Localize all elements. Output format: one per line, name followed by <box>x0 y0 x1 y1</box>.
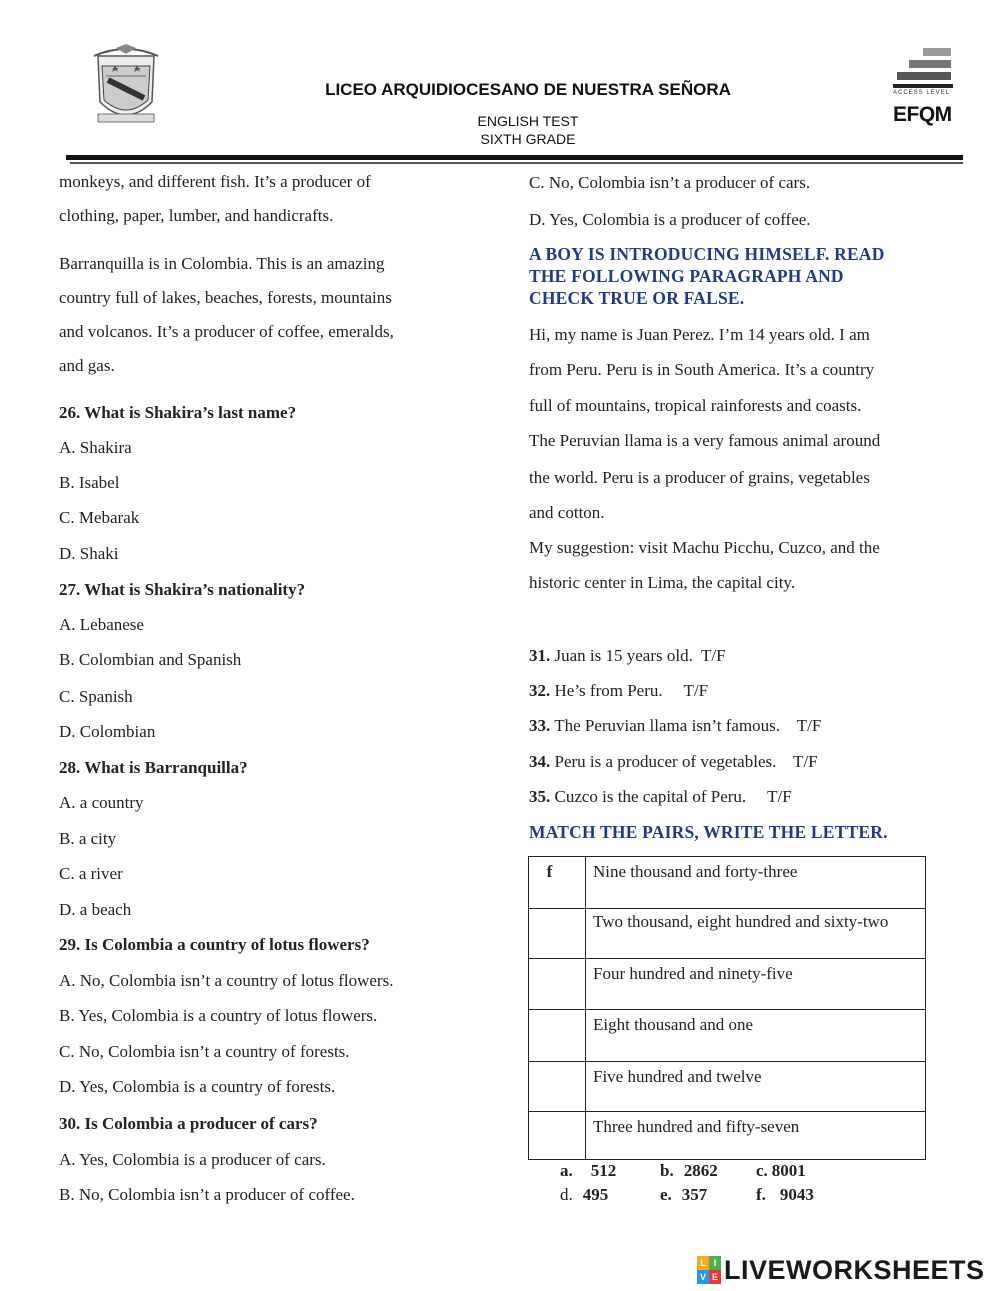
option-26-c[interactable]: C. Mebarak <box>59 508 140 527</box>
question-30: 30. Is Colombia a producer of cars? <box>59 1114 318 1133</box>
match-row <box>529 1112 926 1160</box>
liveworksheets-text: LIVEWORKSHEETS <box>724 1254 985 1285</box>
paragraph-line: and volcanos. It’s a producer of coffee, emeralds, <box>59 322 394 341</box>
answer-label: d. <box>560 1185 573 1204</box>
option-30-c[interactable]: C. No, Colombia isn’t a producer of cars. <box>529 173 811 192</box>
answer-value: 8001 <box>771 1161 806 1180</box>
answer-f <box>756 1185 814 1205</box>
question-26: 26. What is Shakira’s last name? <box>59 403 297 422</box>
logo-text: EFQM <box>893 103 952 126</box>
tf-item-33[interactable] <box>529 716 821 736</box>
answer-value: 357 <box>681 1185 708 1204</box>
section-title: CHECK TRUE OR FALSE. <box>529 288 745 308</box>
question-27: 27. What is Shakira’s nationality? <box>59 580 306 599</box>
tf-number: 31. <box>529 646 551 665</box>
tf-item-35[interactable] <box>529 787 792 807</box>
match-row <box>529 857 926 909</box>
section-title: A BOY IS INTRODUCING HIMSELF. READ <box>529 244 885 264</box>
match-row <box>529 959 926 1010</box>
answer-value: 495 <box>582 1185 609 1204</box>
option-28-b[interactable]: B. a city <box>59 829 117 848</box>
option-26-b[interactable]: B. Isabel <box>59 473 120 492</box>
icon-letter: I <box>709 1256 721 1270</box>
match-text: Nine thousand and forty-three <box>586 857 926 909</box>
option-30-b[interactable]: B. No, Colombia isn’t a producer of coffee. <box>59 1185 355 1204</box>
reading-line: full of mountains, tropical rainforests and coasts. <box>529 396 862 415</box>
answer-label: b. <box>660 1161 674 1180</box>
efqm-logo <box>893 48 955 128</box>
tf-item-34[interactable] <box>529 752 818 772</box>
reading-line: the world. Peru is a producer of grains, vegetables <box>529 468 870 487</box>
reading-line: historic center in Lima, the capital city. <box>529 573 796 592</box>
liveworksheets-logo[interactable] <box>697 1254 985 1286</box>
header-rule-thin <box>70 162 963 164</box>
option-28-d[interactable]: D. a beach <box>59 900 132 919</box>
paragraph-line: Barranquilla is in Colombia. This is an amazing <box>59 254 385 273</box>
tf-number: 33. <box>529 716 551 735</box>
option-26-d[interactable]: D. Shaki <box>59 544 119 563</box>
option-29-d[interactable]: D. Yes, Colombia is a country of forests. <box>59 1077 336 1096</box>
answer-label: c. <box>756 1161 768 1180</box>
school-name: LICEO ARQUIDIOCESANO DE NUESTRA SEÑORA <box>325 80 731 99</box>
logo-small-text: ACCESS LEVEL <box>893 90 951 96</box>
match-row <box>529 1062 926 1112</box>
match-section-title: MATCH THE PAIRS, WRITE THE LETTER. <box>529 822 888 842</box>
icon-letter: L <box>697 1256 709 1270</box>
logo-bar-2 <box>909 60 951 68</box>
answer-a <box>560 1161 616 1181</box>
option-28-a[interactable]: A. a country <box>59 793 144 812</box>
icon-letter: E <box>709 1270 721 1284</box>
answer-cell[interactable] <box>529 959 586 1010</box>
option-27-d[interactable]: D. Colombian <box>59 722 156 741</box>
reading-line: The Peruvian llama is a very famous animal around <box>529 431 881 450</box>
question-28: 28. What is Barranquilla? <box>59 758 248 777</box>
logo-bar-1 <box>923 48 951 56</box>
answer-e <box>660 1185 707 1205</box>
tf-text: Juan is 15 years old. T/F <box>550 646 726 665</box>
match-text: Eight thousand and one <box>586 1010 926 1062</box>
reading-line: from Peru. Peru is in South America. It’s a country <box>529 360 875 379</box>
option-29-a[interactable]: A. No, Colombia isn’t a country of lotus flowers. <box>59 971 394 990</box>
answer-cell[interactable] <box>529 1112 586 1160</box>
answer-cell[interactable] <box>529 1062 586 1112</box>
answer-label: a. <box>560 1161 573 1180</box>
section-title: THE FOLLOWING PARAGRAPH AND <box>529 266 844 286</box>
reading-line: Hi, my name is Juan Perez. I’m 14 years old. I am <box>529 325 870 344</box>
match-text: Three hundred and fifty-seven <box>586 1112 926 1160</box>
match-row <box>529 1010 926 1062</box>
option-28-c[interactable]: C. a river <box>59 864 123 883</box>
option-27-b[interactable]: B. Colombian and Spanish <box>59 650 242 669</box>
answer-value: 9043 <box>779 1185 814 1204</box>
answer-b <box>660 1161 718 1181</box>
answer-cell[interactable]: f <box>529 857 586 909</box>
option-30-a[interactable]: A. Yes, Colombia is a producer of cars. <box>59 1150 326 1169</box>
tf-number: 35. <box>529 787 551 806</box>
match-text: Four hundred and ninety-five <box>586 959 926 1010</box>
paragraph-line: country full of lakes, beaches, forests, mountains <box>59 288 392 307</box>
intro-line-2: clothing, paper, lumber, and handicrafts. <box>59 206 334 225</box>
tf-number: 34. <box>529 752 551 771</box>
answer-c <box>756 1161 806 1181</box>
answer-value: 2862 <box>683 1161 718 1180</box>
match-text: Two thousand, eight hundred and sixty-two <box>586 909 926 959</box>
question-29: 29. Is Colombia a country of lotus flowers? <box>59 935 370 954</box>
logo-bar-3 <box>897 72 951 80</box>
answer-d <box>560 1185 608 1205</box>
answer-value: 512 <box>590 1161 617 1180</box>
answer-label: e. <box>660 1185 672 1204</box>
logo-bar-4 <box>893 84 953 88</box>
answer-cell[interactable] <box>529 909 586 959</box>
match-text: Five hundred and twelve <box>586 1062 926 1112</box>
option-26-a[interactable]: A. Shakira <box>59 438 132 457</box>
match-row <box>529 909 926 959</box>
tf-text: Cuzco is the capital of Peru. T/F <box>550 787 792 806</box>
reading-line: and cotton. <box>529 503 605 522</box>
option-29-b[interactable]: B. Yes, Colombia is a country of lotus flowers. <box>59 1006 378 1025</box>
reading-line: My suggestion: visit Machu Picchu, Cuzco, and the <box>529 538 880 557</box>
intro-line-1: monkeys, and different fish. It’s a producer of <box>59 172 371 191</box>
header-rule <box>66 155 963 160</box>
test-title: ENGLISH TEST <box>477 113 579 129</box>
tf-item-31[interactable] <box>529 646 726 666</box>
answer-cell[interactable] <box>529 1010 586 1062</box>
option-30-d[interactable]: D. Yes, Colombia is a producer of coffee. <box>529 210 811 229</box>
match-table <box>528 856 926 1160</box>
liveworksheets-icon <box>697 1256 721 1284</box>
icon-letter: V <box>697 1270 709 1284</box>
option-27-c[interactable]: C. Spanish <box>59 687 133 706</box>
option-27-a[interactable]: A. Lebanese <box>59 615 144 634</box>
tf-number: 32. <box>529 681 551 700</box>
tf-item-32[interactable] <box>529 681 708 701</box>
tf-text: The Peruvian llama isn’t famous. T/F <box>550 716 822 735</box>
option-29-c[interactable]: C. No, Colombia isn’t a country of forests. <box>59 1042 350 1061</box>
paragraph-line: and gas. <box>59 356 115 375</box>
tf-text: He’s from Peru. T/F <box>550 681 709 700</box>
grade-title: SIXTH GRADE <box>480 131 576 147</box>
answer-label: f. <box>756 1185 766 1204</box>
tf-text: Peru is a producer of vegetables. T/F <box>550 752 818 771</box>
